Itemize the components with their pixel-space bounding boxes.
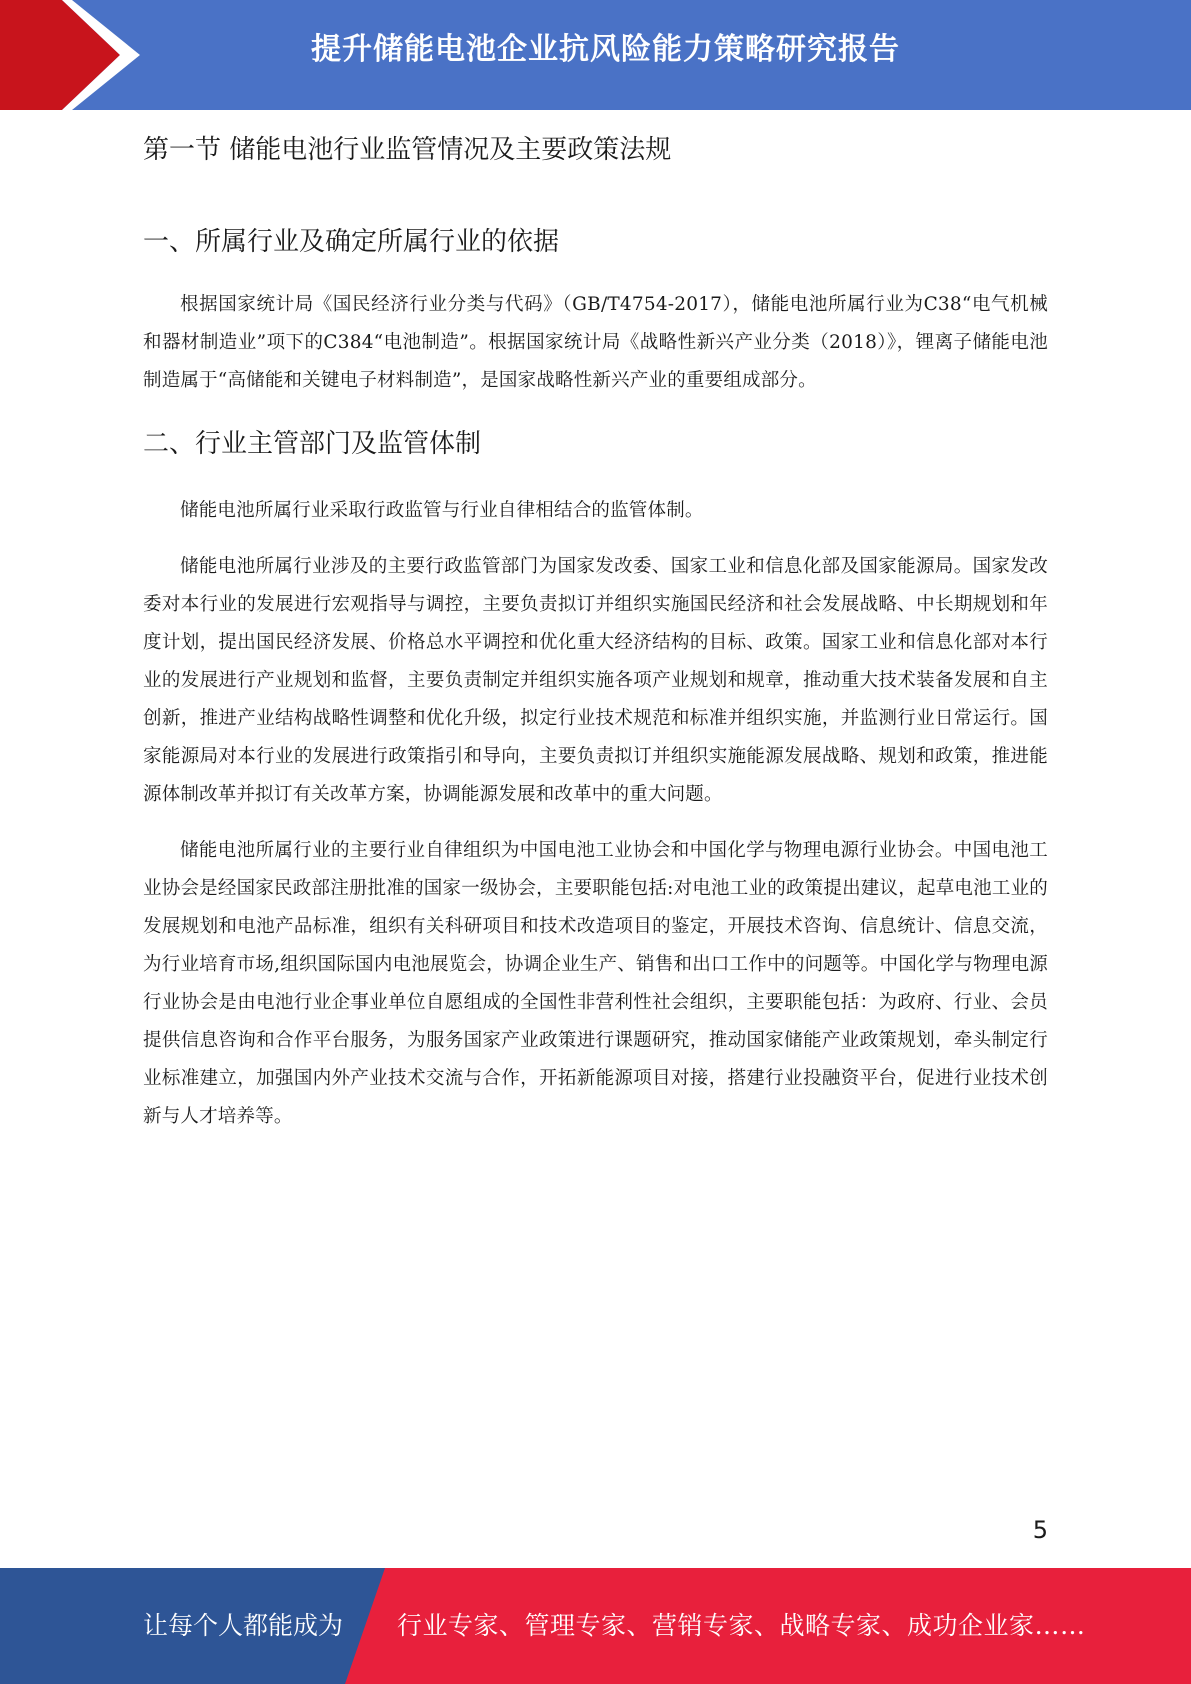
heading-industry-classification: 一、所属行业及确定所属行业的依据 bbox=[143, 227, 560, 257]
footer-band bbox=[0, 1568, 1191, 1684]
paragraph-government-agencies: 储能电池所属行业涉及的主要行政监管部门为国家发改委、国家工业和信息化部及国家能源局。国家发改委对本行业的发展进行宏观指导与调控，主要负责拟订并组织实施国民经济和社会发展战略、中长期规划和年度计划，提出国民经济发展、价格总水平调控和优化重大经济结构的目标、政策。国家工业和信息化部对本行业的发展进行产业规划和监督，主要负责制定并组织实施各项产业规划和规章，推动重大技术装备发展和自主创新，推进产业结构战略性调整和优化升级，拟定行业技术规范和标准并组织实施，并监测行业日常运行。国家能源局对本行业的发展进行政策指引和导向，主要负责拟订并组织实施能源发展战略、规划和政策，推进能源体制改革并拟订有关改革方案，协调能源发展和改革中的重大问题。 bbox=[143, 556, 1048, 805]
paragraph-industry-associations: 储能电池所属行业的主要行业自律组织为中国电池工业协会和中国化学与物理电源行业协会。中国电池工业协会是经国家民政部注册批准的国家一级协会，主要职能包括:对电池工业的政策提出建议，起草电池工业的发展规划和电池产品标准，组织有关科研项目和技术改造项目的鉴定，开展技术咨询、信息统计、信息交流，为行业培育市场,组织国际国内电池展览会，协调企业生产、销售和出口工作中的问题等。中国化学与物理电源行业协会是由电池行业企事业单位自愿组成的全国性非营利性社会组织，主要职能包括：为政府、行业、会员提供信息咨询和合作平台服务，为服务国家产业政策进行课题研究，推动国家储能产业政策规划，牵头制定行业标准建立，加强国内外产业技术交流与合作，开拓新能源项目对接，搭建行业投融资平台，促进行业技术创新与人才培养等。 bbox=[143, 840, 1048, 1127]
paragraph-regulatory-summary: 储能电池所属行业采取行政监管与行业自律相结合的监管体制。 bbox=[180, 500, 704, 521]
document-body bbox=[143, 128, 1048, 1136]
footer-slogan-left: 让每个人都能成为 bbox=[143, 1611, 344, 1640]
footer-slogan-right: 行业专家、管理专家、营销专家、战略专家、成功企业家…… bbox=[397, 1611, 1086, 1640]
report-title: 提升储能电池企业抗风险能力策略研究报告 bbox=[311, 32, 900, 67]
header-band bbox=[0, 0, 1191, 110]
section-title: 第一节 储能电池行业监管情况及主要政策法规 bbox=[143, 135, 672, 165]
heading-regulatory-system: 二、行业主管部门及监管体制 bbox=[143, 429, 482, 459]
page-number: 5 bbox=[1032, 1516, 1048, 1544]
paragraph-industry-classification: 根据国家统计局《国民经济行业分类与代码》（GB/T4754-2017），储能电池所属行业为C38“电气机械和器材制造业”项下的C384“电池制造”。根据国家统计局《战略性新兴产业分类（2018）》，锂离子储能电池制造属于“高储能和关键电子材料制造”，是国家战略性新兴产业的重要组成部分。 bbox=[143, 294, 1048, 391]
